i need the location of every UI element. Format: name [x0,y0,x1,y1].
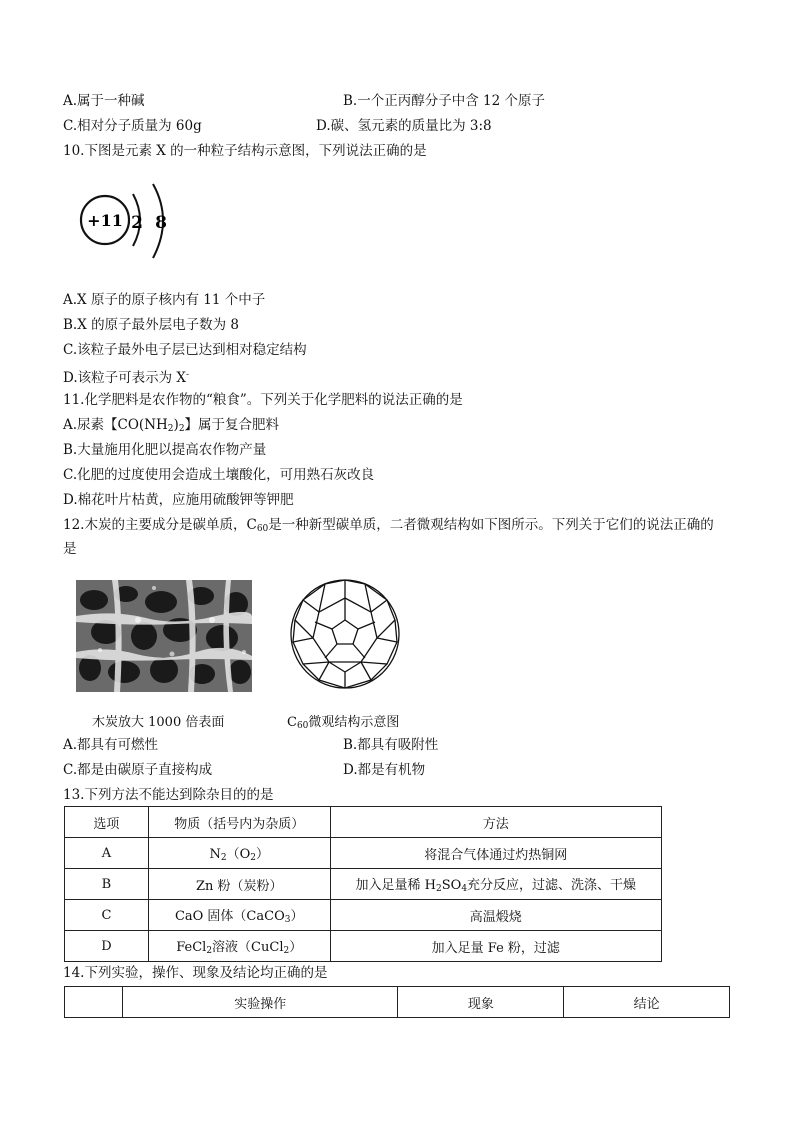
shell2-electrons: 8 [155,213,167,233]
q13-table [64,806,662,962]
q14-stem: 14.下列实验，操作、现象及结论均正确的是 [63,965,328,981]
header-blank [65,987,123,1018]
header-phenomenon: 现象 [398,987,564,1018]
formula-sub: 2 [220,853,227,863]
nucleus-charge: +11 [87,211,123,230]
row-substance: Zn 粉（炭粉） [148,869,330,900]
header-operation: 实验操作 [122,987,398,1018]
q11-option-b: B.大量施用化肥以提高农作物产量 [63,442,267,458]
q14-table [64,986,730,1018]
q11-stem: 11.化学肥料是农作物的“粮食”。下列关于化学肥料的说法正确的是 [63,392,463,408]
q12-stem [63,516,714,538]
method-sub: 4 [461,884,468,894]
c60-structure-image [287,576,403,692]
table-row [65,838,662,869]
c60-caption-sub: 60 [296,721,309,731]
header-option: 选项 [65,807,149,838]
row-substance [148,900,330,931]
row-option: A [65,838,149,869]
atom-structure-diagram [75,176,185,271]
row-option: D [65,931,149,962]
method-part: 加入足量稀 H [355,878,436,893]
charcoal-caption: 木炭放大 1000 倍表面 [92,715,225,730]
method-sub: 2 [436,884,442,894]
formula-part: （O [226,847,251,862]
q9-option-a: A.属于一种碱 [63,93,145,109]
formula-part: CaO 固体（CaCO [174,909,285,924]
formula-part: 溶液（CuCl [212,940,284,955]
c60-caption-c: C [287,715,297,730]
q10-stem: 10.下图是元素 X 的一种粒子结构示意图，下列说法正确的是 [63,143,427,159]
q9-option-b: B.一个正丙醇分子中含 12 个原子 [343,93,545,109]
q10-option-b: B.X 的原子最外层电子数为 8 [63,317,239,333]
q11-a-sub2: 2 [178,424,185,434]
charcoal-micrograph-image [76,580,252,692]
q11-a-part3: 】属于复合肥料 [184,417,280,433]
formula-sub: 3 [284,915,291,925]
q12-option-c: C.都是由碳原子直接构成 [63,762,213,778]
shell1-electrons: 2 [131,213,143,233]
q11-option-c: C.化肥的过度使用会造成土壤酸化，可用熟石灰改良 [63,467,375,483]
table-row [65,869,662,900]
row-method: 加入足量 Fe 粉，过滤 [330,931,661,962]
q9-option-d: D.碳、氢元素的质量比为 3:8 [316,118,492,134]
c60-caption [287,711,399,731]
q12-option-a: A.都具有可燃性 [63,737,159,753]
q10-option-a: A.X 原子的原子核内有 11 个中子 [63,292,266,308]
q11-a-sub1: 2 [167,424,174,434]
q11-option-d: D.棉花叶片枯黄，应施用硫酸钾等钾肥 [63,492,294,508]
q9-option-c: C.相对分子质量为 60g [63,118,202,134]
q10-option-d [63,366,189,387]
table-header-row [65,987,730,1018]
formula-sub: 2 [250,853,256,863]
q12-stem-sub: 60 [256,524,269,534]
header-substance: 物质（括号内为杂质） [148,807,330,838]
formula-part: ） [290,909,304,924]
method-part: SO [441,878,462,893]
q12-option-d: D.都是有机物 [343,762,426,778]
formula-part: ） [289,940,303,955]
method-part: 充分反应，过滤、洗涤、干燥 [467,878,637,893]
formula-part: N [209,847,221,862]
q11-option-a [63,416,279,438]
table-row [65,931,662,962]
table-row [65,900,662,931]
row-method: 高温煅烧 [330,900,661,931]
header-method: 方法 [330,807,661,838]
row-method: 将混合气体通过灼热铜网 [330,838,661,869]
table-header-row [65,807,662,838]
c60-caption-text: 微观结构示意图 [308,715,400,730]
q11-a-part2: ) [173,417,179,433]
formula-part: FeCl [176,940,207,955]
q11-a-part1: A.尿素【CO(NH [63,417,168,433]
row-option: B [65,869,149,900]
formula-sub: 2 [283,946,290,956]
row-option: C [65,900,149,931]
row-method [330,869,661,900]
q10-option-c: C.该粒子最外电子层已达到相对稳定结构 [63,342,307,358]
q12-stem-line2: 是 [63,541,77,557]
q10-option-d-text: D.该粒子可表示为 X [63,370,187,386]
row-substance [148,931,330,962]
q13-stem: 13.下列方法不能达到除杂目的的是 [63,787,274,803]
row-substance [148,838,330,869]
formula-sub: 2 [206,946,213,956]
ion-charge: - [186,370,190,380]
q12-option-b: B.都具有吸附性 [343,737,439,753]
q12-stem-part2: 是一种新型碳单质，二者微观结构如下图所示。下列关于它们的说法正确的 [268,517,714,533]
formula-part: ） [255,847,269,862]
header-conclusion: 结论 [564,987,730,1018]
q12-stem-part1: 12.木炭的主要成分是碳单质，C [63,517,257,533]
